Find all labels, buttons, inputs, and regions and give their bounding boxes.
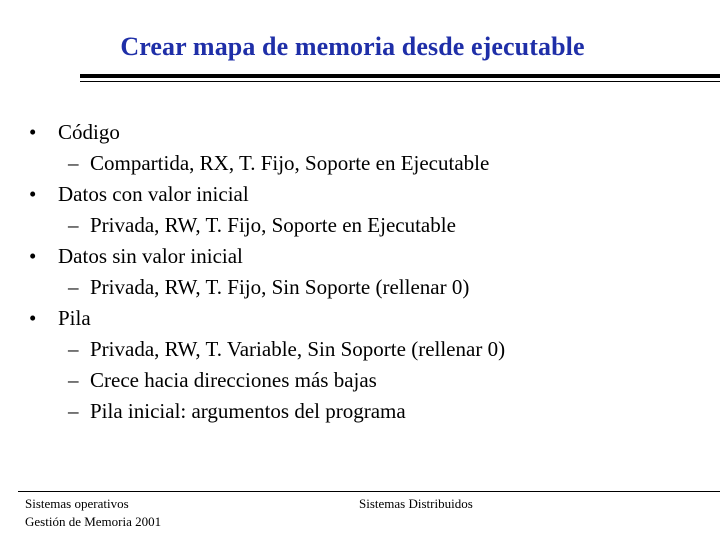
sub-bullet-item [29,396,709,427]
dash-icon: – [68,213,79,237]
title-divider-thick [80,74,720,78]
sub-bullet-item [29,365,709,396]
bullet-item-datos-sin-valor [29,241,709,272]
sub-bullet-item [29,210,709,241]
dash-icon: – [68,368,79,392]
bullet-item-pila [29,303,709,334]
sub-bullet-text: Privada, RW, T. Variable, Sin Soporte (rellenar 0) [90,337,506,361]
bullet-icon: • [29,120,37,144]
bullet-item-datos-con-valor [29,179,709,210]
footer-left [25,495,161,531]
sub-bullet-text: Crece hacia direcciones más bajas [90,368,377,392]
sub-bullet-text: Privada, RW, T. Fijo, Sin Soporte (rellenar 0) [90,275,470,299]
title-divider-thin [80,81,720,82]
dash-icon: – [68,399,79,423]
sub-bullet-text: Privada, RW, T. Fijo, Soporte en Ejecutable [90,213,456,237]
footer-topic: Gestión de Memoria 2001 [25,514,162,529]
bullet-text: Datos sin valor inicial [58,244,243,268]
bullet-item-codigo [29,117,709,148]
sub-bullet-text: Pila inicial: argumentos del programa [90,399,406,423]
footer-course: Sistemas operativos [25,496,129,511]
bullet-text: Datos con valor inicial [58,182,249,206]
dash-icon: – [68,275,79,299]
sub-bullet-item [29,148,709,179]
bullet-icon: • [29,182,37,206]
bullet-text: Pila [58,306,91,330]
sub-bullet-item [29,334,709,365]
bullet-icon: • [29,244,37,268]
bullet-list [29,117,709,427]
sub-bullet-item [29,272,709,303]
dash-icon: – [68,151,79,175]
footer-center: Sistemas Distribuidos [359,496,473,511]
footer-divider [18,491,720,492]
sub-bullet-text: Compartida, RX, T. Fijo, Soporte en Ejecutable [90,151,490,175]
slide-title: Crear mapa de memoria desde ejecutable [120,32,585,61]
dash-icon: – [68,337,79,361]
bullet-icon: • [29,306,37,330]
bullet-text: Código [58,120,120,144]
